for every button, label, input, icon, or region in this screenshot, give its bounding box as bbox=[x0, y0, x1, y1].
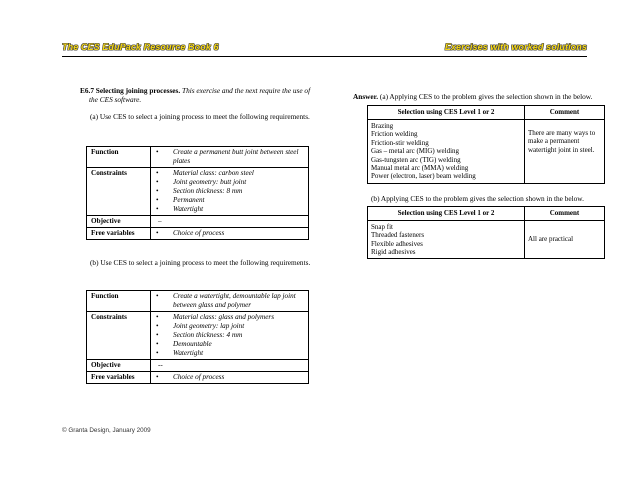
constraint-item: • Joint geometry: lap joint bbox=[155, 322, 305, 331]
selection-column-header: Selection using CES Level 1 or 2 bbox=[368, 206, 525, 220]
function-value-cell bbox=[151, 147, 309, 168]
exercise-column bbox=[80, 86, 320, 121]
process-list bbox=[368, 220, 525, 259]
answer-table-b bbox=[367, 206, 605, 260]
list-item: Gas – metal arc (MIG) welding bbox=[371, 147, 460, 156]
answer-table-a bbox=[367, 105, 605, 184]
answer-heading bbox=[353, 92, 595, 101]
list-item: Brazing bbox=[371, 122, 394, 130]
table-header-row bbox=[368, 106, 605, 120]
constraint-item: • Permanent bbox=[155, 196, 305, 205]
objective-label: Objective bbox=[87, 216, 151, 228]
constraint-item: • Joint geometry: butt joint bbox=[155, 178, 305, 187]
exercise-title: E6.7 Selecting joining processes. bbox=[80, 86, 181, 95]
comment-column-header: Comment bbox=[525, 206, 605, 220]
table-row bbox=[87, 216, 309, 228]
free-variables-value: • Choice of process bbox=[155, 373, 305, 382]
header-rule bbox=[62, 56, 587, 57]
list-item: Rigid adhesives bbox=[371, 248, 416, 257]
table-row bbox=[87, 147, 309, 168]
copyright-footer: © Granta Design, January 2009 bbox=[62, 427, 151, 434]
free-variables-label: Free variables bbox=[87, 372, 151, 384]
table-header-row bbox=[368, 206, 605, 220]
exercise-intro: This exercise and the next require the use of the CES software. bbox=[89, 86, 311, 104]
constraint-item: • Material class: carbon steel bbox=[155, 169, 305, 178]
list-item: Gas-tungsten arc (TIG) welding bbox=[371, 155, 461, 164]
exercise-heading bbox=[80, 86, 320, 104]
part-a bbox=[90, 112, 320, 121]
comment-cell: All are practical bbox=[525, 220, 605, 259]
constraints-cell bbox=[151, 168, 309, 216]
process-list bbox=[368, 120, 525, 184]
function-label: Function bbox=[87, 291, 151, 312]
requirements-table-a bbox=[86, 146, 309, 240]
answer-part-b bbox=[371, 194, 595, 203]
list-item: Snap fit bbox=[371, 222, 393, 231]
list-item: Friction welding bbox=[371, 130, 418, 139]
table-row bbox=[368, 220, 605, 259]
part-b-text: (b) Use CES to select a joining process to meet the following requirements. bbox=[90, 258, 311, 267]
table-row bbox=[87, 372, 309, 384]
comment-column-header: Comment bbox=[525, 106, 605, 120]
free-variables-cell bbox=[151, 228, 309, 240]
objective-label: Objective bbox=[87, 360, 151, 372]
function-value: • Create a permanent butt joint between steel plates bbox=[155, 148, 305, 166]
free-variables-label: Free variables bbox=[87, 228, 151, 240]
objective-value-cell bbox=[151, 216, 309, 228]
table-row bbox=[368, 120, 605, 184]
list-item: Manual metal arc (MMA) welding bbox=[371, 164, 469, 173]
answer-column bbox=[353, 92, 595, 259]
function-value: • Create a watertight, demountable lap joint between glass and polymer bbox=[155, 292, 305, 310]
constraints-cell bbox=[151, 312, 309, 360]
function-value-cell bbox=[151, 291, 309, 312]
answer-label: Answer. bbox=[353, 92, 379, 101]
objective-value: -- bbox=[158, 361, 163, 369]
objective-value-cell bbox=[151, 360, 309, 372]
table-row bbox=[87, 168, 309, 216]
list-item: Power (electron, laser) beam welding bbox=[371, 172, 476, 181]
table-row bbox=[87, 228, 309, 240]
constraint-item: • Material class: glass and polymers bbox=[155, 313, 305, 322]
book-title-header: The CES EduPack Resource Book 6 bbox=[62, 42, 219, 52]
comment-cell: There are many ways to make a permanent watertight joint in steel. bbox=[525, 120, 605, 184]
answer-part-a-text: (a) Applying CES to the problem gives the selection shown in the below. bbox=[379, 92, 593, 101]
constraint-item: • Watertight bbox=[155, 349, 305, 358]
constraint-item: • Demountable bbox=[155, 340, 305, 349]
answer-part-b-text: (b) Applying CES to the problem gives the selection shown in the below. bbox=[371, 193, 584, 203]
part-b bbox=[80, 258, 320, 267]
constraint-item: • Section thickness: 8 mm bbox=[155, 187, 305, 196]
objective-value: – bbox=[158, 217, 162, 225]
free-variables-value: • Choice of process bbox=[155, 229, 305, 238]
list-item: Flexible adhesives bbox=[371, 239, 423, 248]
table-row bbox=[87, 360, 309, 372]
constraint-item: • Watertight bbox=[155, 205, 305, 214]
part-a-text: (a) Use CES to select a joining process to meet the following requirements. bbox=[90, 112, 310, 121]
requirements-table-b bbox=[86, 290, 309, 384]
selection-column-header: Selection using CES Level 1 or 2 bbox=[368, 106, 525, 120]
constraints-label: Constraints bbox=[87, 312, 151, 360]
constraints-label: Constraints bbox=[87, 168, 151, 216]
table-row bbox=[87, 291, 309, 312]
free-variables-cell bbox=[151, 372, 309, 384]
section-title-header: Exercises with worked solutions bbox=[444, 42, 587, 52]
list-item: Friction-stir welding bbox=[371, 138, 429, 147]
function-label: Function bbox=[87, 147, 151, 168]
constraint-item: • Section thickness: 4 mm bbox=[155, 331, 305, 340]
list-item: Threaded fasteners bbox=[371, 231, 425, 240]
table-row bbox=[87, 312, 309, 360]
